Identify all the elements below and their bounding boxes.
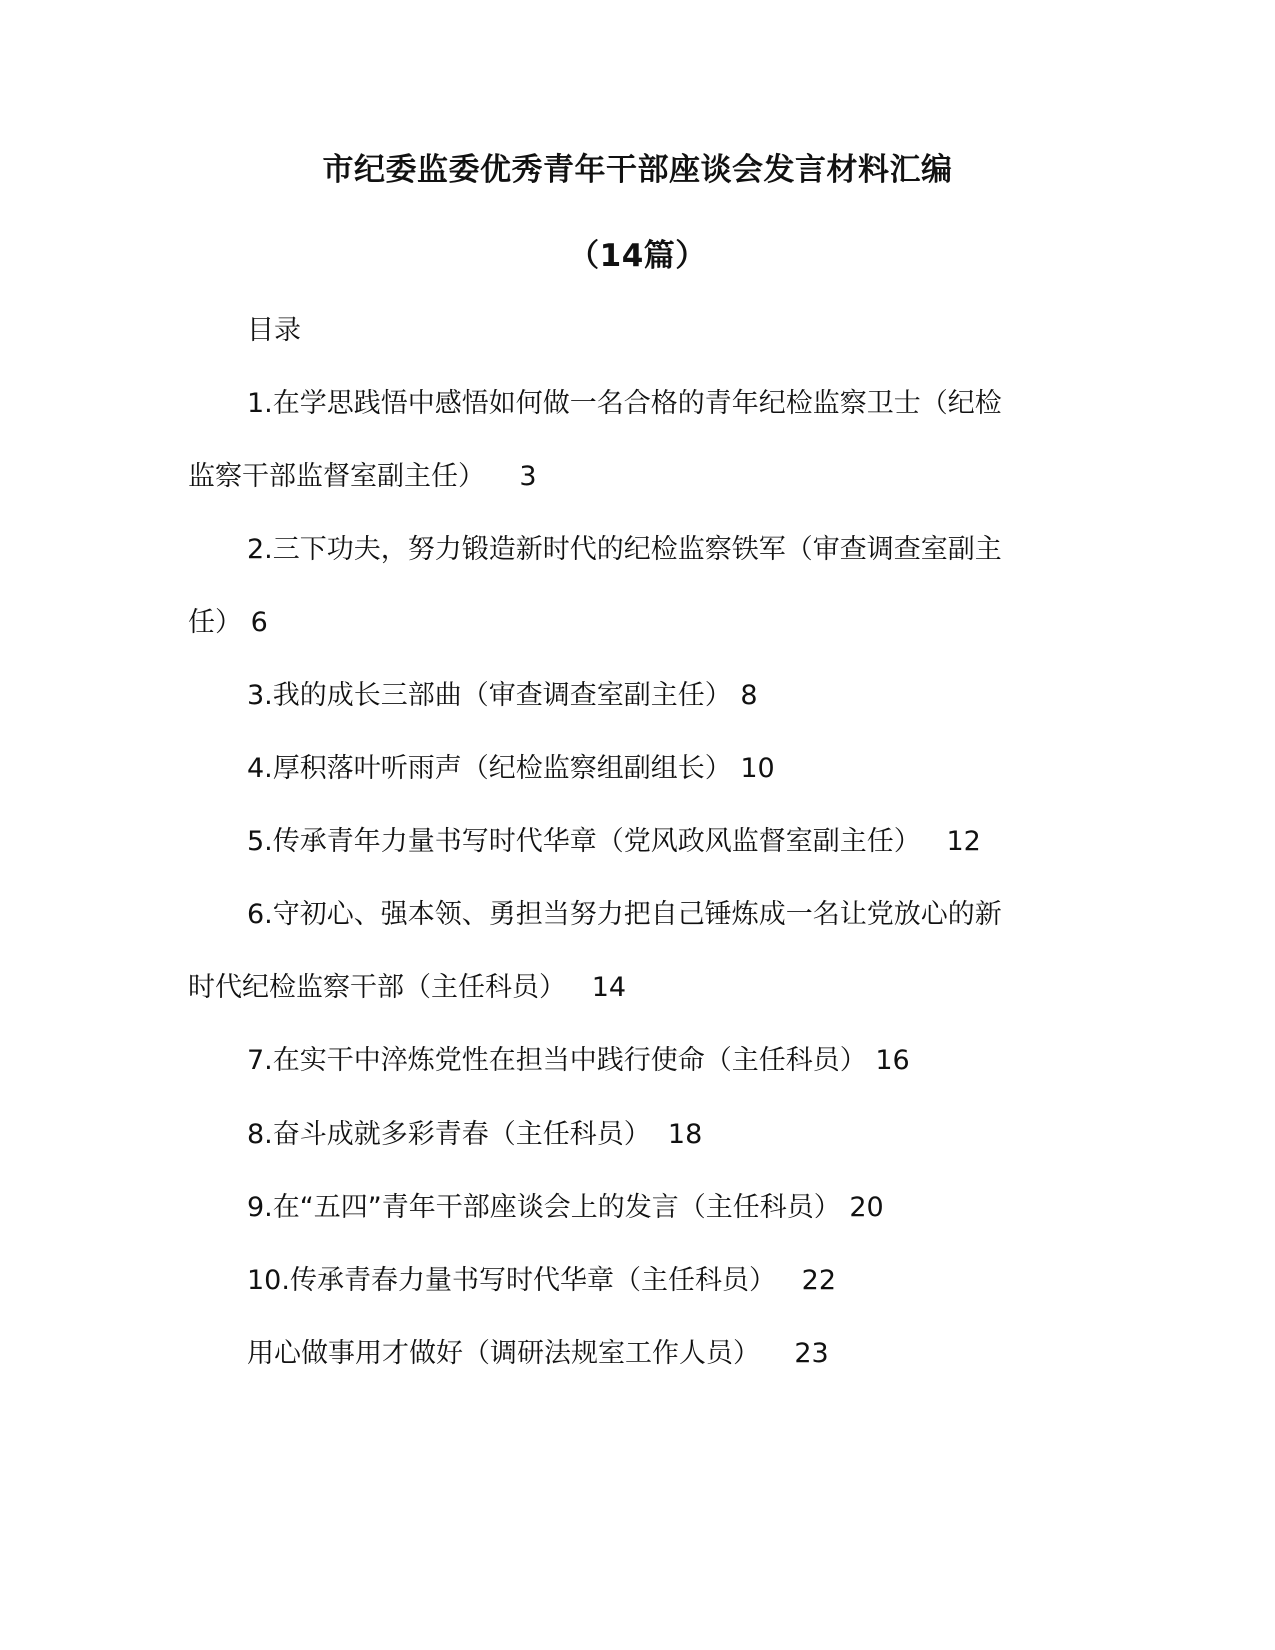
toc-entry: 10.传承青春力量书写时代华章（主任科员） 22 bbox=[247, 1265, 837, 1296]
toc-heading: 目录 bbox=[247, 315, 301, 346]
document-subtitle: （14篇） bbox=[568, 238, 707, 274]
toc-entry: 3.我的成长三部曲（审查调查室副主任） 8 bbox=[247, 680, 758, 711]
toc-entry: 8.奋斗成就多彩青春（主任科员） 18 bbox=[247, 1119, 703, 1150]
document-title: 市纪委监委优秀青年干部座谈会发言材料汇编 bbox=[322, 152, 953, 188]
toc-entry: 4.厚积落叶听雨声（纪检监察组副组长） 10 bbox=[247, 753, 775, 784]
toc-entry: 2.三下功夫，努力锻造新时代的纪检监察铁军（审查调查室副主 bbox=[247, 534, 1002, 565]
toc-entry-continuation: 任） 6 bbox=[188, 607, 268, 638]
toc-entry: 5.传承青年力量书写时代华章（党风政风监督室副主任） 12 bbox=[247, 826, 981, 857]
toc-entry: 1.在学思践悟中感悟如何做一名合格的青年纪检监察卫士（纪检 bbox=[247, 388, 1002, 419]
toc-entry-continuation: 时代纪检监察干部（主任科员） 14 bbox=[188, 972, 627, 1003]
toc-entry-continuation: 监察干部监督室副主任） 3 bbox=[188, 461, 537, 492]
toc-entry: 6.守初心、强本领、勇担当努力把自己锤炼成一名让党放心的新 bbox=[247, 899, 1002, 930]
toc-entry: 9.在“五四”青年干部座谈会上的发言（主任科员） 20 bbox=[247, 1192, 884, 1223]
toc-entry: 7.在实干中淬炼党性在担当中践行使命（主任科员） 16 bbox=[247, 1045, 910, 1076]
toc-entry: 用心做事用才做好（调研法规室工作人员） 23 bbox=[247, 1338, 829, 1369]
